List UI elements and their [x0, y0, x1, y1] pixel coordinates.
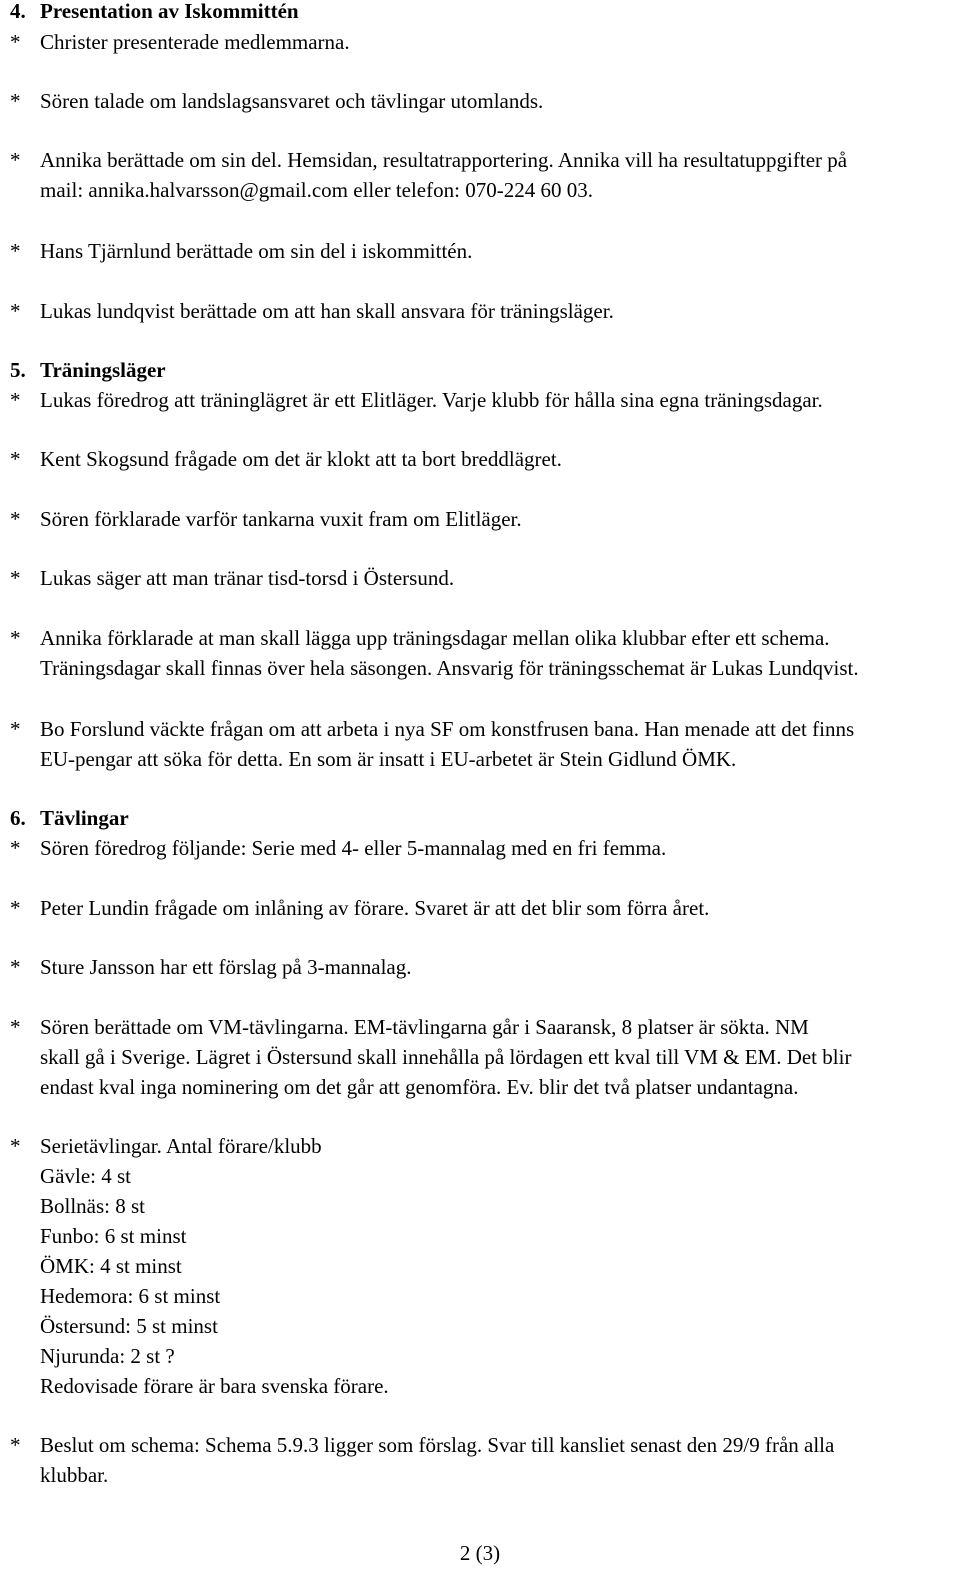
- item-text: klubbar.: [40, 1463, 109, 1487]
- item-text: Redovisade förare är bara svenska förare.: [40, 1374, 389, 1398]
- item-text: EU-pengar att söka för detta. En som är insatt i EU-arbetet är Stein Gidlund ÖMK.: [40, 747, 737, 771]
- list-item: [10, 623, 950, 683]
- list-item: [10, 444, 950, 474]
- item-text: Sören förklarade varför tankarna vuxit fram om Elitläger.: [40, 507, 522, 531]
- item-text: Hans Tjärnlund berättade om sin del i iskommittén.: [40, 239, 473, 263]
- item-text: Östersund: 5 st minst: [40, 1314, 218, 1338]
- bullet-asterisk: *: [10, 239, 21, 263]
- list-item: [10, 893, 950, 923]
- list-item: [10, 145, 950, 205]
- item-text: Sture Jansson har ett förslag på 3-mannalag.: [40, 955, 412, 979]
- section-title: Träningsläger: [40, 358, 166, 382]
- item-text: Serietävlingar. Antal förare/klubb: [40, 1134, 322, 1158]
- item-text: Lukas säger att man tränar tisd-torsd i Östersund.: [40, 566, 455, 590]
- bullet-asterisk: *: [10, 1433, 21, 1457]
- bullet-asterisk: *: [10, 507, 21, 531]
- item-text: Bo Forslund väckte frågan om att arbeta i nya SF om konstfrusen bana. Han menade att det finns: [40, 717, 855, 741]
- item-text: Annika berättade om sin del. Hemsidan, resultatrapportering. Annika vill ha resultatuppgifter på: [40, 148, 848, 172]
- item-text: skall gå i Sverige. Lägret i Östersund skall innehålla på lördagen ett kval till VM & EM. Det blir: [40, 1045, 852, 1069]
- item-text: Sören berättade om VM-tävlingarna. EM-tävlingarna går i Saaransk, 8 platser är sökta. NM: [40, 1015, 809, 1039]
- bullet-asterisk: *: [10, 566, 21, 590]
- section-6-heading: [10, 803, 129, 833]
- item-text: Lukas lundqvist berättade om att han skall ansvara för träningsläger.: [40, 299, 614, 323]
- item-text: endast kval inga nominering om det går att genomföra. Ev. blir det två platser undantagna.: [40, 1075, 799, 1099]
- section-number: 5.: [10, 358, 26, 382]
- bullet-asterisk: *: [10, 299, 21, 323]
- bullet-asterisk: *: [10, 955, 21, 979]
- list-item: [10, 27, 950, 57]
- item-text: Sören talade om landslagsansvaret och tävlingar utomlands.: [40, 89, 544, 113]
- list-item: [10, 86, 950, 116]
- section-4-heading: [10, 0, 299, 26]
- list-item: [10, 1131, 950, 1401]
- section-5-heading: [10, 355, 166, 385]
- item-text: mail: annika.halvarsson@gmail.com eller telefon: 070-224 60 03.: [40, 178, 593, 202]
- bullet-asterisk: *: [10, 1134, 21, 1158]
- item-text: Sören föredrog följande: Serie med 4- eller 5-mannalag med en fri femma.: [40, 836, 667, 860]
- page-number: 2 (3): [459, 1541, 501, 1565]
- bullet-asterisk: *: [10, 89, 21, 113]
- list-item: [10, 952, 950, 982]
- item-text: Hedemora: 6 st minst: [40, 1284, 221, 1308]
- item-text: Lukas föredrog att träninglägret är ett Elitläger. Varje klubb för hålla sina egna träningsdagar.: [40, 388, 823, 412]
- list-item: [10, 1012, 950, 1102]
- bullet-asterisk: *: [10, 30, 21, 54]
- section-title: Tävlingar: [40, 806, 129, 830]
- bullet-asterisk: *: [10, 148, 21, 172]
- section-number: 4.: [10, 0, 26, 23]
- item-text: Bollnäs: 8 st: [40, 1194, 146, 1218]
- item-text: Peter Lundin frågade om inlåning av förare. Svaret är att det blir som förra året.: [40, 896, 710, 920]
- section-title: Presentation av Iskommittén: [40, 0, 299, 23]
- list-item: [10, 714, 950, 774]
- section-number: 6.: [10, 806, 26, 830]
- item-text: Njurunda: 2 st ?: [40, 1344, 175, 1368]
- item-text: Funbo: 6 st minst: [40, 1224, 187, 1248]
- bullet-asterisk: *: [10, 836, 21, 860]
- item-text: Christer presenterade medlemmarna.: [40, 30, 350, 54]
- list-item: [10, 236, 950, 266]
- bullet-asterisk: *: [10, 388, 21, 412]
- item-text: ÖMK: 4 st minst: [40, 1254, 182, 1278]
- bullet-asterisk: *: [10, 717, 21, 741]
- list-item: [10, 296, 950, 326]
- list-item: [10, 385, 950, 415]
- item-text: Träningsdagar skall finnas över hela säsongen. Ansvarig för träningsschemat är Lukas Lundqvist.: [40, 656, 859, 680]
- list-item: [10, 1430, 950, 1490]
- list-item: [10, 563, 950, 593]
- list-item: [10, 833, 950, 863]
- item-text: Kent Skogsund frågade om det är klokt att ta bort breddlägret.: [40, 447, 562, 471]
- item-text: Annika förklarade at man skall lägga upp träningsdagar mellan olika klubbar efter ett schema.: [40, 626, 830, 650]
- list-item: [10, 504, 950, 534]
- bullet-asterisk: *: [10, 896, 21, 920]
- bullet-asterisk: *: [10, 447, 21, 471]
- bullet-asterisk: *: [10, 626, 21, 650]
- bullet-asterisk: *: [10, 1015, 21, 1039]
- item-text: Beslut om schema: Schema 5.9.3 ligger som förslag. Svar till kansliet senast den 29/9 från alla: [40, 1433, 835, 1457]
- item-text: Gävle: 4 st: [40, 1164, 131, 1188]
